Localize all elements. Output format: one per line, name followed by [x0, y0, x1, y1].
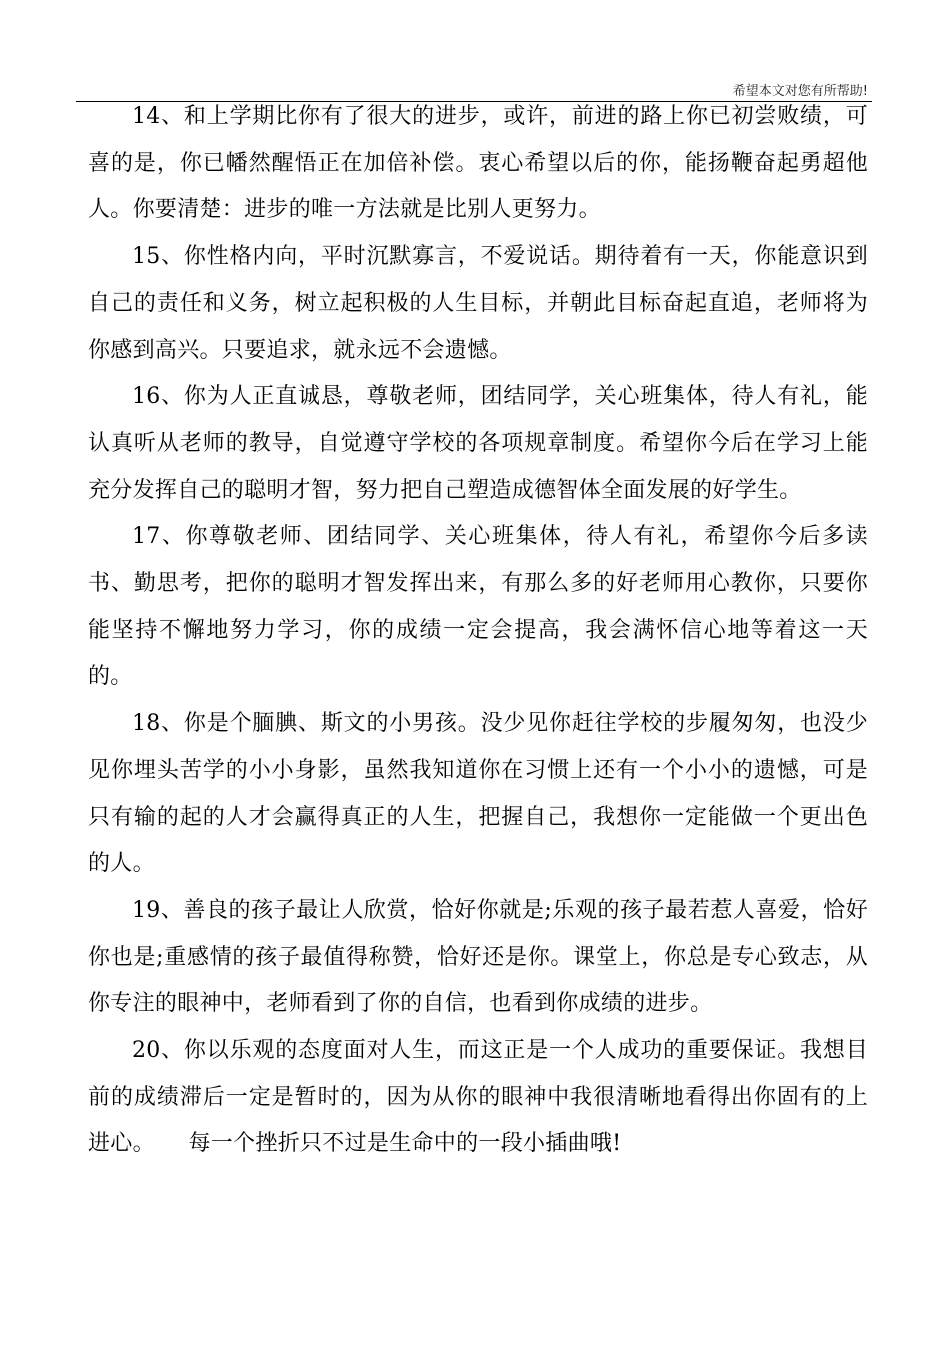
paragraph-19: 19、善良的孩子最让人欣赏，恰好你就是;乐观的孩子最若惹人喜爱，恰好你也是;重感情的孩子最值得称赞，恰好还是你。课堂上，你总是专心致志，从你专注的眼神中，老师看到了你的自信，也看到你成绩的进步。	[88, 897, 868, 1017]
document-body	[88, 94, 868, 1168]
paragraph-18: 18、你是个腼腆、斯文的小男孩。没少见你赶往学校的步履匆匆，也没少见你埋头苦学的小小身影，虽然我知道你在习惯上还有一个小小的遗憾，可是只有输的起的人才会赢得真正的人生，把握自己，我想你一定能做一个更出色的人。	[88, 711, 868, 877]
header-note: 希望本文对您有所帮助!	[732, 84, 868, 99]
paragraph-14: 14、和上学期比你有了很大的进步，或许，前进的路上你已初尝败绩，可喜的是，你已幡然醒悟正在加倍补偿。衷心希望以后的你，能扬鞭奋起勇超他人。你要清楚：进步的唯一方法就是比别人更努力。	[88, 104, 868, 223]
paragraph-20: 20、你以乐观的态度面对人生，而这正是一个人成功的重要保证。我想目前的成绩滞后一定是暂时的，因为从你的眼神中我很清晰地看得出你固有的上进心。 每一个挫折只不过是生命中的一段小插曲哦!	[88, 1038, 868, 1157]
paragraph-17: 17、你尊敬老师、团结同学、关心班集体，待人有礼，希望你今后多读书、勤思考，把你的聪明才智发挥出来，有那么多的好老师用心教你，只要你能坚持不懈地努力学习，你的成绩一定会提高，我会满怀信心地等着这一天的。	[88, 524, 868, 690]
paragraph-16: 16、你为人正直诚恳，尊敬老师，团结同学，关心班集体，待人有礼，能认真听从老师的教导，自觉遵守学校的各项规章制度。希望你今后在学习上能充分发挥自己的聪明才智，努力把自己塑造成德智体全面发展的好学生。	[88, 384, 868, 503]
paragraph-15: 15、你性格内向，平时沉默寡言，不爱说话。期待着有一天，你能意识到自己的责任和义务，树立起积极的人生目标，并朝此目标奋起直追，老师将为你感到高兴。只要追求，就永远不会遗憾。	[88, 244, 868, 363]
